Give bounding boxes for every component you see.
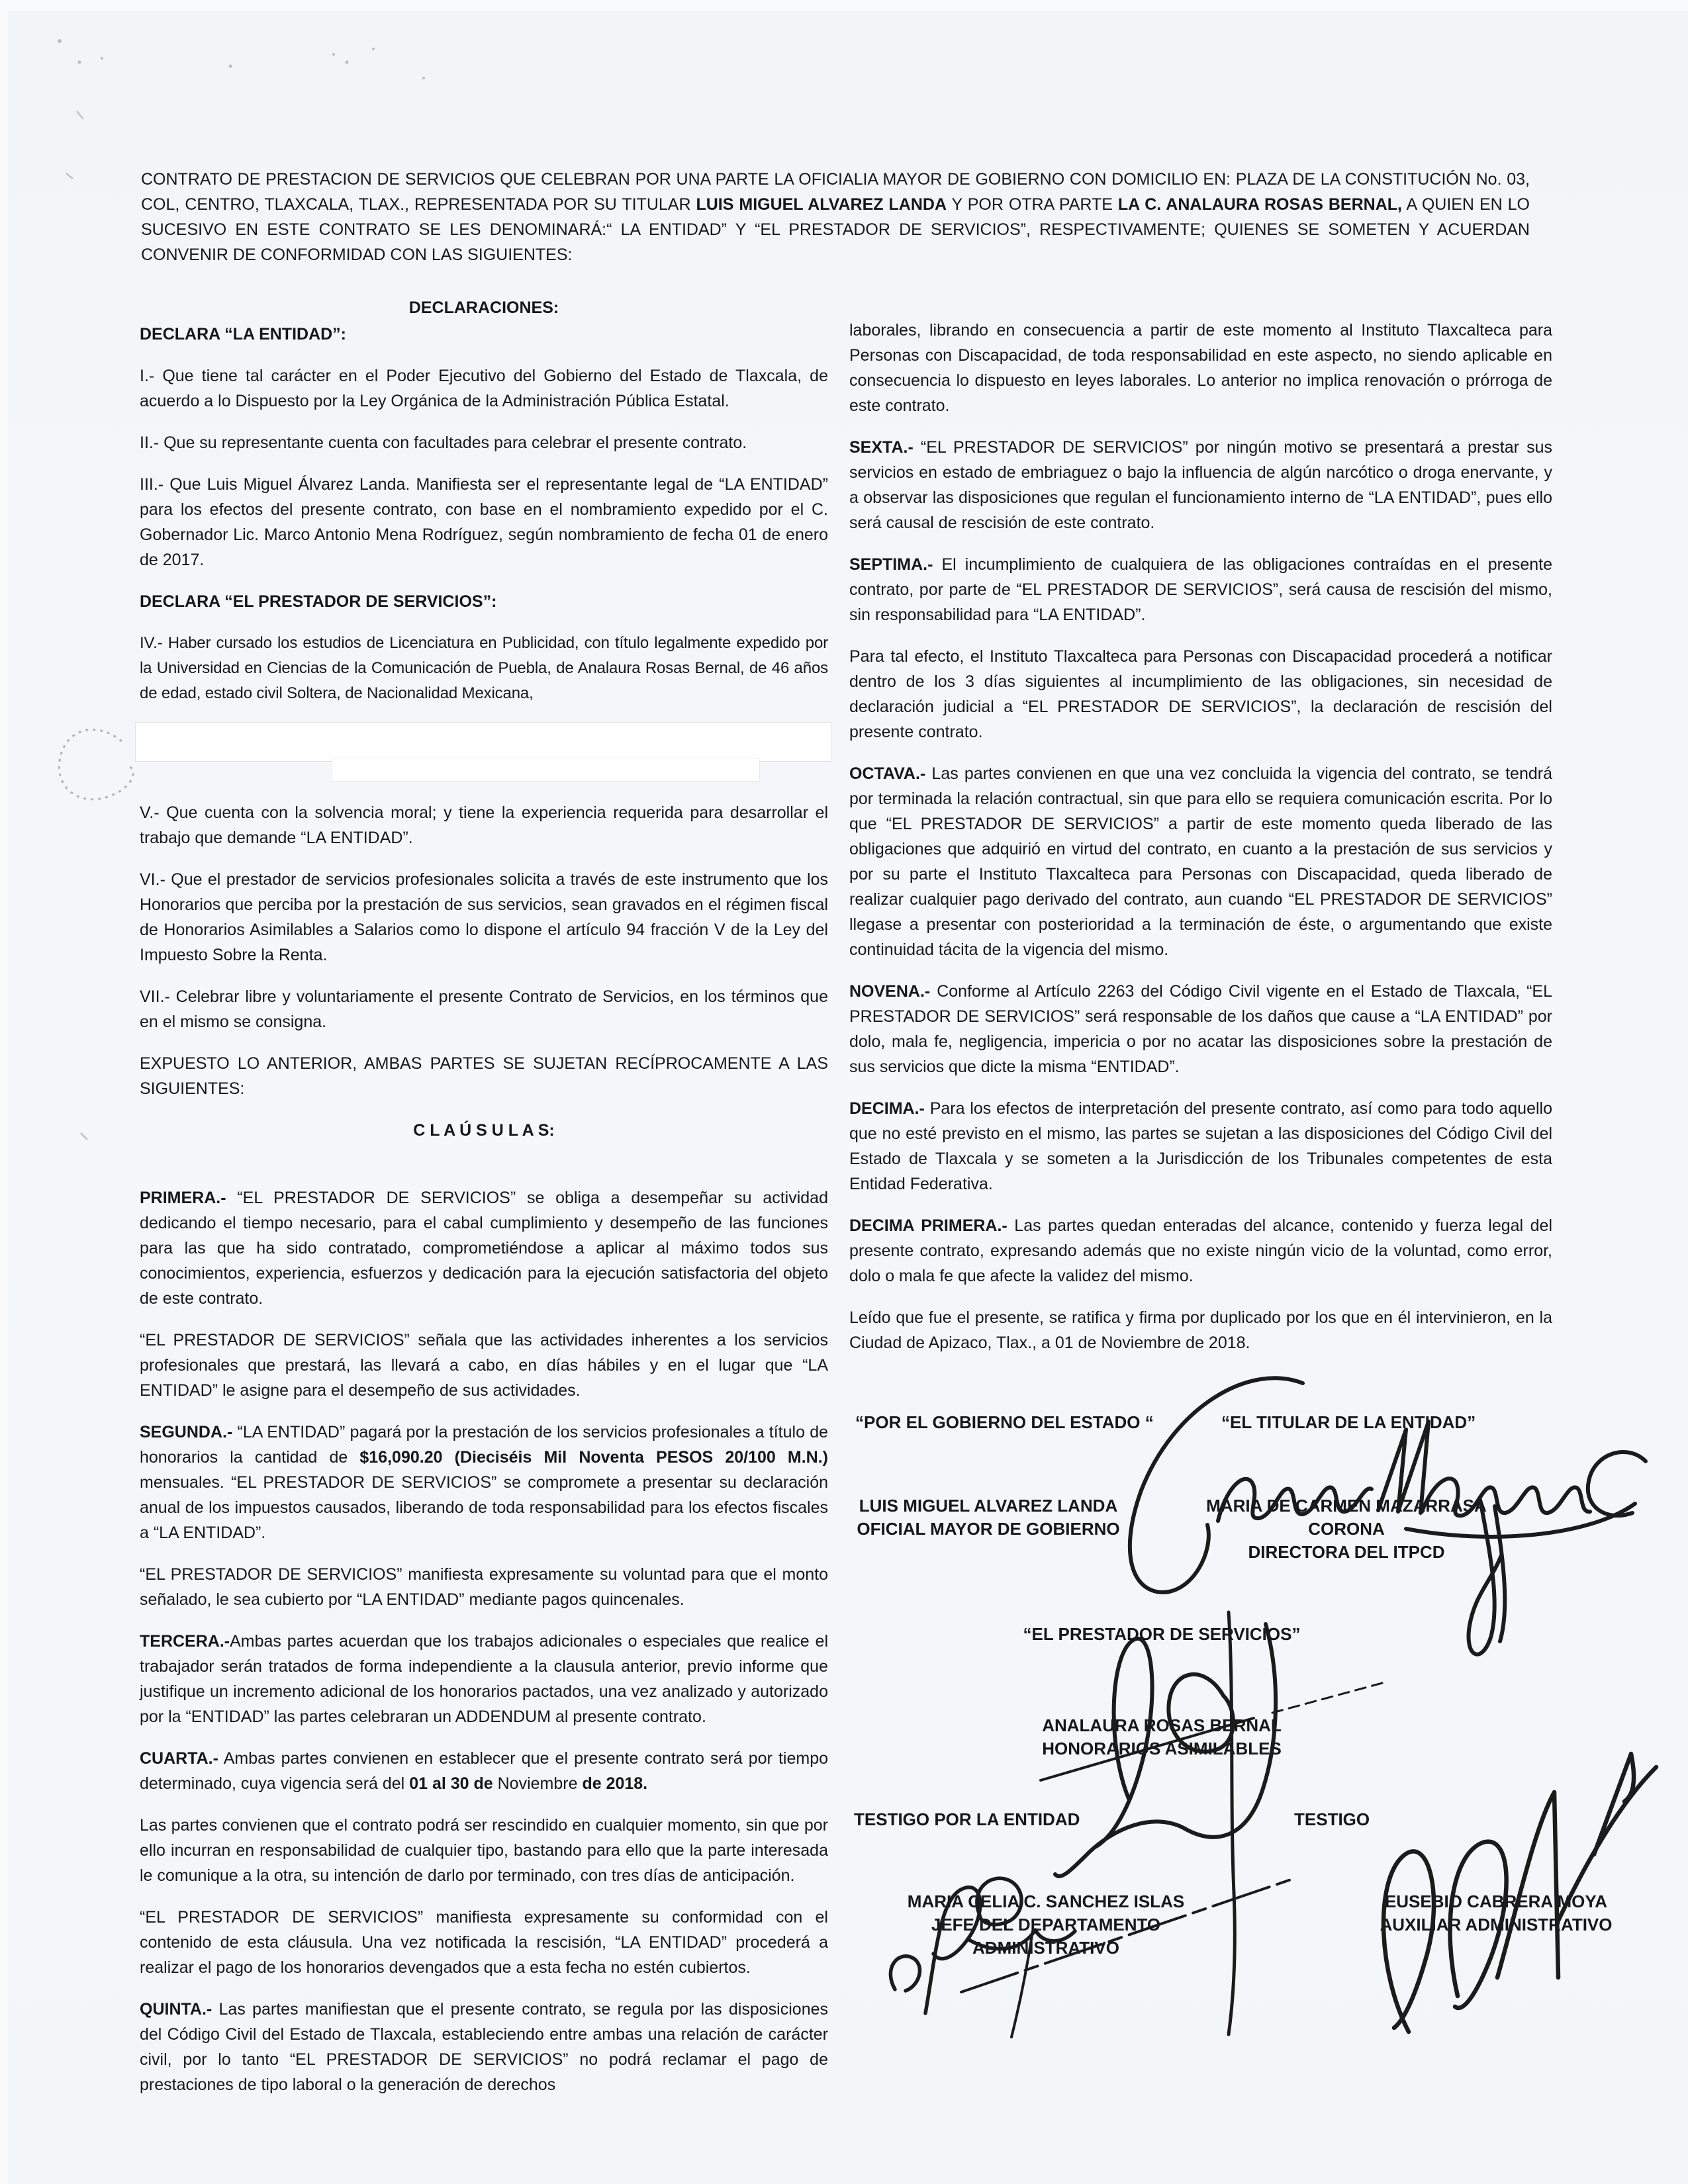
- left-column-block-15: “EL PRESTADOR DE SERVICIOS” señala que las actividades inherentes a los servicios profesionales que prestará, las llevará a cabo, en días hábiles y en el lugar que “LA ENTIDAD” le asigne para el desempeño de sus actividades.: [140, 1331, 828, 1400]
- left-column-block-13: C L A Ú S U L A S:: [413, 1121, 555, 1140]
- witness-entity-title: TESTIGO POR LA ENTIDAD: [854, 1809, 1080, 1829]
- prestador-signature-title: “EL PRESTADOR DE SERVICIOS”: [1023, 1624, 1301, 1644]
- left-column-block-2: DECLARA “LA ENTIDAD”:: [140, 325, 347, 343]
- left-column-block-17: “EL PRESTADOR DE SERVICIOS” manifiesta expresamente su voluntad para que el monto señalado, le sea cubierto por “LA ENTIDAD” mediante pagos quincenales.: [140, 1565, 828, 1609]
- gov-signatory-role: OFICIAL MAYOR DE GOBIERNO: [857, 1519, 1120, 1539]
- left-column-block-3: I.- Que tiene tal carácter en el Poder Ejecutivo del Gobierno del Estado de Tlaxcala, de acuerdo a lo Dispuesto por la Ley Orgánica de la Administración Pública Estatal.: [140, 367, 828, 410]
- prestador-signatory-name: ANALAURA ROSAS BERNAL: [1042, 1715, 1282, 1735]
- left-column-block-7: IV.- Haber cursado los estudios de Licenciatura en Publicidad, con título legalmente expedido por la Universidad en Ciencias de la Comunicación de Puebla, de Analaura Rosas Bernal, de 46 años de edad, estado civil Soltera, de Nacionalidad Mexicana,: [140, 634, 828, 702]
- right-column-block-5: OCTAVA.- Las partes convienen en que una vez concluida la vigencia del contrato, se tendrá por terminada la relación contractual, sin que para ello se requiera comunicación escrita. Por lo que “EL PRESTADOR DE SERVICIOS” a partir de este momento queda liberado de las obligaciones que adquirió en virtud del contrato, en cuanto a la prestación de sus servicios y por su parte el Instituto Tlaxcalteca para Personas con Discapacidad, queda liberado de realizar cualquier pago derivado del contrato, aun cuando “EL PRESTADOR DE SERVICIOS” llegase a presentar con posterioridad a la terminación de éste, o argumentando que existe continuidad tácita de la vigencia del mismo.: [849, 764, 1552, 959]
- left-column-block-11: VII.- Celebrar libre y voluntariamente el presente Contrato de Servicios, en los términos que en el mismo se consigna.: [140, 987, 828, 1031]
- gov-signatory-name: LUIS MIGUEL ALVAREZ LANDA: [859, 1496, 1118, 1516]
- scan-edge-top: [0, 0, 1688, 11]
- left-column-block-12: EXPUESTO LO ANTERIOR, AMBAS PARTES SE SUJETAN RECÍPROCAMENTE A LAS SIGUIENTES:: [140, 1054, 828, 1098]
- left-column-block-22: QUINTA.- Las partes manifiestan que el presente contrato, se regula por las disposiciones del Código Civil del Estado de Tlaxcala, estableciendo entre ambas una relación de carácter civil, por lo tanto “EL PRESTADOR DE SERVICIOS” no podrá reclamar el pago de prestaciones de tipo laboral o la generación de derechos: [140, 2000, 828, 2094]
- right-column-block-3: SEPTIMA.- El incumplimiento de cualquiera de las obligaciones contraídas en el presente contrato, por parte de “EL PRESTADOR DE SERVICIOS”, será causa de rescisión del mismo, sin responsabilidad para “LA ENTIDAD”.: [849, 555, 1552, 624]
- witness-entity-name: MARIA CELIA C. SANCHEZ ISLAS: [907, 1891, 1185, 1911]
- left-column-block-5: III.- Que Luis Miguel Álvarez Landa. Manifiesta ser el representante legal de “LA ENTIDAD” para los efectos del presente contrato, con base en el nombramiento expedido por el C. Gobernador Lic. Marco Antonio Mena Rodríguez, según nombramiento de fecha 01 de enero de 2017.: [140, 475, 828, 569]
- entity-signatory-name-line1: MARIA DE CARMEN MAZARRASA: [1206, 1496, 1487, 1516]
- prestador-signatory: [963, 1714, 1360, 1760]
- right-column-block-2: SEXTA.- “EL PRESTADOR DE SERVICIOS” por ningún motivo se presentará a prestar sus servicios en estado de embriaguez o bajo la influencia de algún narcótico o droga enervante, y a observar las disposiciones que regulan el funcionamiento interno de “LA ENTIDAD”, pues ello será causal de rescisión de este contrato.: [849, 438, 1552, 532]
- right-column-block-1: laborales, librando en consecuencia a partir de este momento al Instituto Tlaxcalteca para Personas con Discapacidad, de toda responsabilidad en este aspecto, no siendo aplicable en consecuencia lo dispuesto en leyes laborales. Lo anterior no implica renovación o prórroga de este contrato.: [849, 321, 1552, 415]
- witness-signatory: [1324, 1890, 1668, 1936]
- witness-entity-signatory: [857, 1890, 1235, 1960]
- witness-role: AUXILIAR ADMINISTRATIVO: [1380, 1915, 1613, 1934]
- witness-entity-role-line2: ADMINISTRATIVO: [972, 1938, 1119, 1958]
- left-column-block-14: PRIMERA.- “EL PRESTADOR DE SERVICIOS” se obliga a desempeñar su actividad dedicando el tiempo necesario, para el cabal cumplimiento y desempeño de las funciones para las que ha sido contratado, comprometiéndose a aplicar al máximo todos sus conocimientos, experiencia, esfuerzos y dedicación para la ejecución satisfactoria del objeto de este contrato.: [140, 1189, 828, 1308]
- left-column-block-4: II.- Que su representante cuenta con facultades para celebrar el presente contrato.: [140, 433, 747, 452]
- scan-marks: [66, 111, 87, 1140]
- margin-scribble: [59, 729, 133, 799]
- gov-signature-title: “POR EL GOBIERNO DEL ESTADO “: [855, 1412, 1154, 1432]
- right-column-block-4: Para tal efecto, el Instituto Tlaxcalteca para Personas con Discapacidad procederá a notificar dentro de los 3 días siguientes al incumplimiento de las obligaciones, sin necesidad de declaración judicial a “EL PRESTADOR DE SERVICIOS”, la declaración de rescisión del presente contrato.: [849, 647, 1552, 741]
- right-column-block-6: NOVENA.- Conforme al Artículo 2263 del Código Civil vigente en el Estado de Tlaxcala, “EL PRESTADOR DE SERVICIOS” será responsable de los daños que cause a “LA ENTIDAD” por dolo, mala fe, negligencia, impericia o por no acatar las disposiciones sobre la prestación de sus servicios que dicte la misma “ENTIDAD”.: [849, 982, 1552, 1076]
- redacted-area: [332, 758, 759, 781]
- entity-signatory-name-line2: CORONA: [1308, 1519, 1385, 1539]
- left-column-block-18: TERCERA.-Ambas partes acuerdan que los trabajos adicionales o especiales que realice el trabajador serán tratados de forma independiente a la clausula anterior, previo informe que justifique un incremento adicional de los honorarios pactados, una vez analizado y autorizado por la “ENTIDAD” las partes celebraran un ADDENDUM al presente contrato.: [140, 1632, 828, 1726]
- contract-opening-paragraph: CONTRATO DE PRESTACION DE SERVICIOS QUE CELEBRAN POR UNA PARTE LA OFICIALIA MAYOR DE GOBIERNO CON DOMICILIO EN: PLAZA DE LA CONSTITUCIÓN No. 03, COL, CENTRO, TLAXCALA, TLAX., REPRESENTADA POR SU TITULAR LUIS MIGUEL ALVAREZ LANDA Y POR OTRA PARTE LA C. ANALAURA ROSAS BERNAL, A QUIEN EN LO SUCESIVO EN ESTE CONTRATO SE LES DENOMINARÁ:“ LA ENTIDAD” Y “EL PRESTADOR DE SERVICIOS”, RESPECTIVAMENTE; QUIENES SE SOMETEN Y ACUERDAN CONVENIR DE CONFORMIDAD CON LAS SIGUIENTES:: [141, 170, 1530, 264]
- witness-entity-role-line1: JEFE DEL DEPARTAMENTO: [931, 1915, 1161, 1934]
- scan-edge-left: [0, 0, 8, 2184]
- witness-title: TESTIGO: [1294, 1809, 1370, 1829]
- left-column-block-20: Las partes convienen que el contrato podrá ser rescindido en cualquier momento, sin que por ello incurran en responsabilidad de cualquier tipo, bastando para ello que la parte interesada le comunique a la otra, su intención de darlo por terminado, con tres días de anticipación.: [140, 1816, 828, 1885]
- left-column-block-1: DECLARACIONES:: [408, 298, 559, 317]
- gov-signatory: [851, 1494, 1125, 1541]
- left-column-block-16: SEGUNDA.- “LA ENTIDAD” pagará por la prestación de los servicios profesionales a título de honorarios la cantidad de $16,090.20 (Dieciséis Mil Noventa PESOS 20/100 M.N.) mensuales. “EL PRESTADOR DE SERVICIOS” se compromete a presentar su declaración anual de los impuestos causados, liberando de toda responsabilidad para los efectos fiscales a “LA ENTIDAD”.: [140, 1423, 829, 1542]
- left-column-block-19: CUARTA.- Ambas partes convienen en establecer que el presente contrato será por tiempo determinado, cuya vigencia será del 01 al 30 de Noviembre de 2018.: [140, 1749, 828, 1793]
- right-column-block-9: Leído que fue el presente, se ratifica y firma por duplicado por los que en él intervinieron, en la Ciudad de Apizaco, Tlax., a 01 de Noviembre de 2018.: [849, 1308, 1552, 1352]
- left-column-block-6: DECLARA “EL PRESTADOR DE SERVICIOS”:: [140, 592, 497, 611]
- entity-signatory-role: DIRECTORA DEL ITPCD: [1248, 1542, 1445, 1562]
- entity-signatory: [1199, 1494, 1493, 1564]
- left-column-block-9: V.- Que cuenta con la solvencia moral; y tiene la experiencia requerida para desarrollar el trabajo que demande “LA ENTIDAD”.: [140, 803, 828, 847]
- left-column-block-8: [140, 723, 828, 784]
- redacted-area: [136, 723, 831, 761]
- entity-signature-title: “EL TITULAR DE LA ENTIDAD”: [1221, 1412, 1476, 1432]
- left-column-block-21: “EL PRESTADOR DE SERVICIOS” manifiesta expresamente su conformidad con el contenido de esta cláusula. Una vez notificada la rescisión, “LA ENTIDAD” procederá a realizar el pago de los honorarios devengados que a esta fecha no estén cubiertos.: [140, 1908, 828, 1977]
- right-column: [849, 318, 1552, 1372]
- scan-specks: [58, 39, 425, 79]
- prestador-signatory-role: HONORARIOS ASIMILABLES: [1042, 1739, 1282, 1758]
- right-column-block-8: DECIMA PRIMERA.- Las partes quedan enteradas del alcance, contenido y fuerza legal del presente contrato, expresando además que no existe ningún vicio de la voluntad, como error, dolo o mala fe que afecte la validez del mismo.: [849, 1216, 1552, 1285]
- left-column-block-10: VI.- Que el prestador de servicios profesionales solicita a través de este instrumento que los Honorarios que perciba por la prestación de sus servicios, sean gravados en el régimen fiscal de Honorarios Asimilables a Salarios como lo dispone el artículo 94 fracción V de la Ley del Impuesto Sobre la Renta.: [140, 870, 828, 964]
- left-column: [140, 295, 828, 2114]
- witness-name: EUSEBIO CABRERA MOYA: [1384, 1891, 1608, 1911]
- right-column-block-7: DECIMA.- Para los efectos de interpretación del presente contrato, así como para todo aquello que no esté previsto en el mismo, las partes se sujetan a las disposiciones del Código Civil del Estado de Tlaxcala y se someten a la Jurisdicción de los Tribunales competentes de esta Entidad Federativa.: [849, 1099, 1552, 1193]
